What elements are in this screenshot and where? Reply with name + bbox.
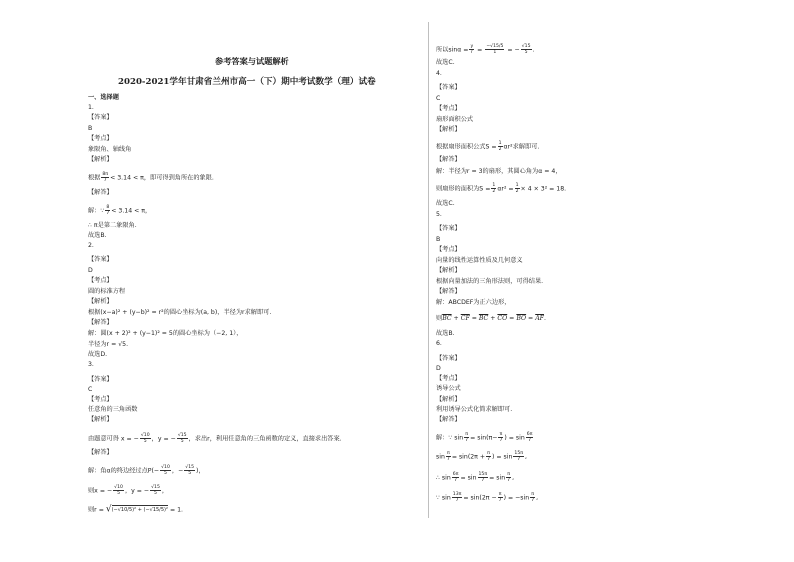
q2-choose: 故选D.	[88, 351, 108, 358]
fraction: $\frac{8\pi}{7}$	[102, 172, 109, 183]
q1-choose: 故选B.	[88, 232, 107, 239]
q6-point: 诱导公式	[436, 385, 461, 392]
q5-solution-2: 则$\overline{BC} + \overline{CF} = \overline{BC} + \overline{CO} = \overline{BO} = \overline{AF}$.	[436, 315, 546, 322]
q1-answer: B	[88, 125, 93, 132]
q4-point-tag: 【考点】	[436, 105, 461, 112]
q6-solution-2: sin $\frac{\pi}{7}$ = sin(2π + $\frac{\pi}{7}$ ) = sin $\frac{15\pi}{7}$ ,	[436, 451, 527, 462]
q1-analysis-tag: 【解析】	[88, 156, 113, 163]
q1-solution-tag: 【解答】	[88, 189, 113, 196]
q1-number: 1.	[88, 104, 94, 111]
q2-solution-2: 半径为r = √5.	[88, 341, 129, 348]
q2-point-tag: 【考点】	[88, 277, 113, 284]
q4-analysis-tag: 【解析】	[436, 126, 461, 133]
q1-answer-tag: 【答案】	[88, 114, 113, 121]
q5-point: 向量的线性运算性质及几何意义	[436, 257, 523, 264]
q2-solution-1: 解：圆(x + 2)² + (y−1)² = 5的圆心坐标为（−2, 1），	[88, 330, 243, 337]
q2-answer: D	[88, 267, 93, 274]
q4-analysis: 根据扇形面积公式S = $\frac{1}{2}$ αr²求解即可.	[436, 141, 540, 152]
q3-number: 3.	[88, 361, 94, 368]
doc-title: 参考答案与试题解析	[215, 56, 289, 66]
q5-analysis: 根据向量加法的三角形法则，可得结果.	[436, 278, 544, 285]
q3-solution-tag: 【解答】	[88, 449, 113, 456]
q5-solution-tag: 【解答】	[436, 288, 461, 295]
q6-solution-1: 解：∵ sin $\frac{\pi}{7}$ = sin(π− $\frac{\pi}{7}$ ) = sin $\frac{6\pi}{7}$	[436, 432, 533, 443]
q1-solution: 解：∵ $\frac{8}{7}$ < 3.14 < π，	[88, 205, 152, 216]
q6-point-tag: 【考点】	[436, 375, 461, 382]
section-heading: 一、选择题	[88, 94, 119, 101]
q5-analysis-tag: 【解析】	[436, 267, 461, 274]
exam-title: 2020-2021学年甘肃省兰州市高一（下）期中考试数学（理）试卷	[118, 77, 376, 87]
q3-answer-tag: 【答案】	[88, 376, 113, 383]
q6-answer: D	[436, 365, 441, 372]
q3-answer: C	[88, 386, 93, 393]
q2-analysis-tag: 【解析】	[88, 298, 113, 305]
q5-answer: B	[436, 236, 441, 243]
q5-point-tag: 【考点】	[436, 246, 461, 253]
q4-solution-2: 则扇形的面积为S = $\frac{1}{2}$ αr² = $\frac{1}{2}$ × 4 × 3² = 18.	[436, 183, 567, 194]
q1-point-tag: 【考点】	[88, 135, 113, 142]
q1-point: 象限角、轴线角	[88, 146, 132, 153]
q6-solution-3: ∴ sin $\frac{6\pi}{7}$ = sin $\frac{15\pi}{7}$ = sin $\frac{\pi}{7}$ ,	[436, 472, 515, 483]
q5-solution-1: 解：ABCDEF为正六边形，	[436, 299, 511, 306]
q3-point-tag: 【考点】	[88, 396, 113, 403]
q5-answer-tag: 【答案】	[436, 225, 461, 232]
q2-number: 2.	[88, 242, 94, 249]
q5-number: 5.	[436, 211, 442, 218]
q6-analysis-tag: 【解析】	[436, 396, 461, 403]
q2-analysis: 根据(x−a)² + (y−b)² = r²的圆心坐标为(a, b)，半径为r求解即可.	[88, 309, 272, 316]
q6-analysis: 利用诱导公式化简求解即可.	[436, 406, 513, 413]
q3-solution-2: 则x = − $\frac{√10}{5}$ ，y = − $\frac{√15}{5}$ ，	[88, 485, 169, 496]
q4-answer: C	[436, 95, 441, 102]
q2-point: 圆的标准方程	[88, 288, 126, 295]
q3-analysis-tag: 【解析】	[88, 416, 113, 423]
q3-point: 任意角的三角函数	[88, 406, 138, 413]
q6-number: 6.	[436, 340, 442, 347]
q3-cont-line: 所以sinα = $\frac{y}{r}$ = $\frac{-√15/5}{1}$ = − $\frac{√15}{5}$ .	[436, 44, 535, 55]
q3-choose: 故选C.	[436, 59, 455, 66]
q5-choose: 故选B.	[436, 330, 455, 337]
q1-analysis: 根据 $\frac{8\pi}{7}$ < 3.14 < π，即可得到角所在的象限.	[88, 172, 214, 183]
q4-choose: 故选C.	[436, 200, 455, 207]
fraction: $\frac{8}{7}$	[106, 205, 110, 216]
q6-answer-tag: 【答案】	[436, 355, 461, 362]
q1-conclusion: ∴ π是第二象限角.	[88, 222, 137, 229]
q2-answer-tag: 【答案】	[88, 256, 113, 263]
q2-solution-tag: 【解答】	[88, 319, 113, 326]
q3-analysis: 由题意可得 x = − $\frac{√10}{5}$ ，y = − $\frac{√15}{5}$ ，求出r，利用任意角的三角函数的定义，直接求出答案.	[88, 433, 342, 444]
q4-solution-1: 解：半径为r = 3的扇形，其圆心角为α = 4，	[436, 168, 562, 175]
q4-number: 4.	[436, 70, 442, 77]
q4-answer-tag: 【答案】	[436, 84, 461, 91]
q3-solution-1: 解：角α的终边经过点P(− $\frac{√10}{5}$ ，− $\frac{√15}{5}$ )，	[88, 465, 205, 476]
q4-solution-tag: 【解答】	[436, 156, 461, 163]
q3-solution-3: 则r = √(−√10/5)² + (−√15/5)² = 1.	[88, 504, 184, 515]
q6-solution-4: ∵ sin $\frac{13\pi}{7}$ = sin(2π − $\frac{\pi}{7}$ ) = −sin $\frac{\pi}{7}$ ,	[436, 492, 539, 503]
q6-solution-tag: 【解答】	[436, 416, 461, 423]
q4-point: 扇形面积公式	[436, 116, 474, 123]
column-divider	[428, 22, 429, 518]
